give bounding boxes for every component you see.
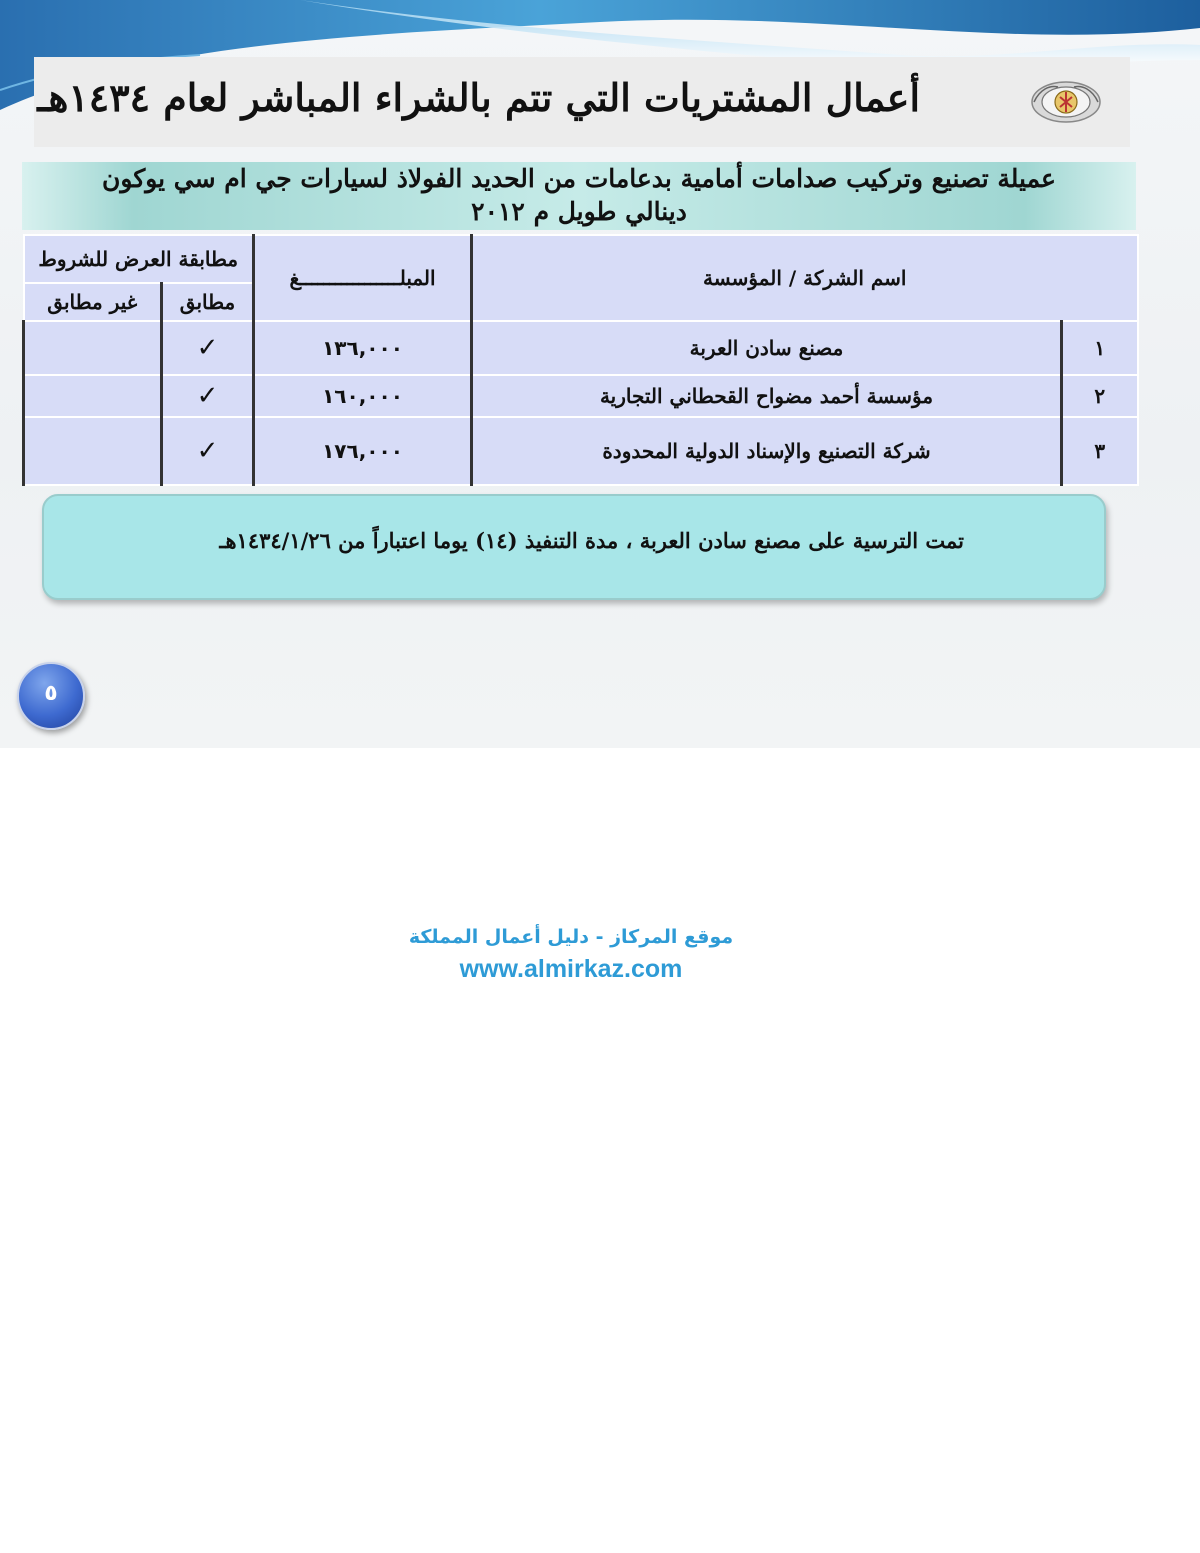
row-non-compliant [24,321,162,375]
header-compliant: مطابق [162,283,254,321]
header-amount: المبلـــــــــــــــــغ [254,235,472,321]
subtitle-line-2: دينالي طويل م ٢٠١٢ [471,197,687,226]
footer-url-link[interactable]: www.almirkaz.com [459,955,683,983]
row-amount: ١٦٠,٠٠٠ [254,375,472,417]
row-number: ٢ [1062,375,1138,417]
award-box [42,494,1106,600]
table-row [24,321,1138,375]
page-number-badge: ٥ [17,662,85,730]
subtitle-line-1: عميلة تصنيع وتركيب صدامات أمامية بدعامات من الحديد الفولاذ لسيارات جي ام سي يوكون [102,164,1056,193]
title-box [34,57,1130,147]
row-compliant-check: ✓ [162,375,254,417]
header-non-compliant: غير مطابق [24,283,162,321]
table-row [24,417,1138,485]
row-number: ٣ [1062,417,1138,485]
header-company: اسم الشركة / المؤسسة [472,235,1138,321]
row-company: مصنع سادن العربة [472,321,1062,375]
subtitle-band [22,162,1136,230]
row-number: ١ [1062,321,1138,375]
emblem-logo-icon [1030,79,1102,125]
row-non-compliant [24,417,162,485]
row-amount: ١٣٦,٠٠٠ [254,321,472,375]
header-compliance: مطابقة العرض للشروط [24,235,254,283]
page-title: أعمال المشتريات التي تتم بالشراء المباشر لعام ١٤٣٤هـ [37,75,920,120]
slide [0,0,1200,748]
row-company: شركة التصنيع والإسناد الدولية المحدودة [472,417,1062,485]
row-company: مؤسسة أحمد مضواح القحطاني التجارية [472,375,1062,417]
row-non-compliant [24,375,162,417]
bids-table [22,234,1139,486]
row-amount: ١٧٦,٠٠٠ [254,417,472,485]
table-row [24,375,1138,417]
table-header-row [24,235,1138,283]
footer-site-name: موقع المركاز - دليل أعمال المملكة [408,926,734,948]
row-compliant-check: ✓ [162,321,254,375]
award-text: تمت الترسية على مصنع سادن العربة ، مدة التنفيذ (١٤) يوما اعتباراً من ١٤٣٤/١/٢٦هـ [219,528,964,553]
row-compliant-check: ✓ [162,417,254,485]
